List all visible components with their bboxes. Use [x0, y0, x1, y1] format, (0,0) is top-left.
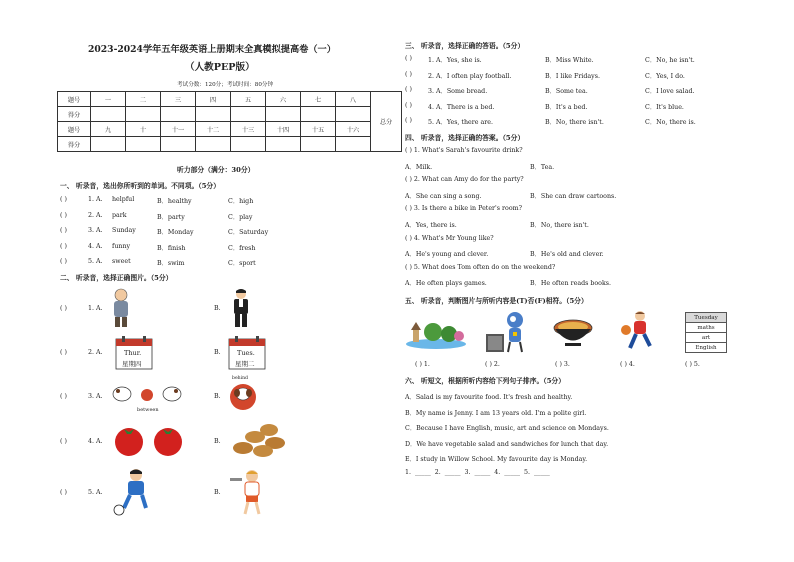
tomatoes-icon: [112, 425, 186, 457]
option-a: 3. A．Some bread.: [428, 88, 488, 95]
young-man-icon: [230, 288, 252, 328]
answer-blank[interactable]: ( ): [405, 86, 412, 93]
option-c: C．high: [228, 198, 254, 205]
question-number: 4. A.: [88, 242, 103, 250]
question-number: 2. A.: [88, 211, 103, 219]
answer-blank[interactable]: ( ): [60, 196, 67, 203]
sentence: D．We have vegetable salad and sandwiches for lunch that day.: [405, 440, 609, 448]
option-b: B．healthy: [157, 198, 192, 205]
option-a: 4. A．There is a bed.: [428, 103, 495, 111]
option-b-label: B.: [214, 438, 221, 445]
option-a: funny: [112, 242, 131, 250]
question-number: 4. A.: [88, 438, 103, 445]
question-line[interactable]: ( ) 3. Is there a bike in Peter's room?: [405, 205, 522, 213]
answer-blank[interactable]: ( ): [60, 489, 67, 496]
exam-title: 2023-2024学年五年级英语上册期末全真模拟提高卷（一）: [88, 44, 336, 55]
option-c: C．I love salad.: [645, 88, 695, 95]
answer-blank[interactable]: ( ): [60, 349, 67, 356]
option-b-label: B.: [214, 393, 221, 400]
answer-blank[interactable]: ( ): [405, 55, 412, 62]
calendar-a-day: Thur.: [124, 349, 142, 357]
section6-title: 六、 听短文，根据所听内容给下列句子排序。（5分）: [405, 377, 566, 385]
calendar-b-cn: 星期二: [235, 360, 255, 368]
question-line[interactable]: ( ) 1. What's Sarah's favourite drink?: [405, 147, 523, 154]
between-caption: between: [137, 407, 159, 413]
basketball-player-icon: [618, 310, 656, 354]
dogs-ball-icon: [110, 380, 184, 406]
calendar-b-day: Tues.: [237, 349, 255, 357]
sec5-label-5: ( ) 5.: [685, 361, 700, 368]
behind-caption: behind: [232, 376, 248, 381]
option-c: C．No, he isn't.: [645, 57, 695, 64]
option-b: B．No, there isn't.: [545, 119, 604, 126]
answer-blank[interactable]: ( ): [60, 393, 67, 400]
option-a: 2. A．I often play football.: [428, 72, 512, 80]
girl-basketball-icon: [228, 466, 268, 516]
section2-title: 二、 听录音，选择正确图片。（5分）: [60, 274, 173, 282]
option-b: B．Tea.: [530, 163, 555, 171]
question-number: 2. A.: [88, 349, 103, 356]
option-b: B．Miss White.: [545, 57, 594, 64]
option-b: B．No, there isn't.: [530, 222, 589, 229]
landscape-icon: [405, 316, 467, 350]
option-a: A．He often plays games.: [405, 280, 487, 288]
section5-title: 五、 听录音，判断图片与所听内容是(T)否(F)相符。（5分）: [405, 297, 588, 305]
total-cell: 总分: [371, 92, 402, 152]
question-number: 3. A.: [88, 227, 103, 234]
sentence: E．I study in Willow School. My favourite day is Monday.: [405, 456, 588, 463]
option-b: B．finish: [157, 244, 186, 252]
option-b: B．I like Fridays.: [545, 72, 600, 80]
option-a: A．Milk.: [405, 163, 433, 171]
option-b: B．She can draw cartoons.: [530, 192, 617, 200]
sentence: A．Salad is my favourite food. It's fresh and healthy.: [405, 394, 573, 401]
section4-title: 四、 听录音，选择正确的答案。（5分）: [405, 134, 525, 142]
option-a: helpful: [112, 196, 135, 203]
option-b: B．Monday: [157, 229, 194, 236]
question-number: 1. A.: [88, 305, 103, 312]
exam-info: 考试分数：120分；考试时间：80分钟: [177, 82, 274, 88]
score-table: 题号 一 二 三 四 五 六 七 八 总分 得分 题号 九 十 十一 十二 十三 十四 十五 十六 得分: [57, 91, 402, 152]
sec5-label-1: ( ) 1.: [415, 361, 430, 368]
answer-blank[interactable]: ( ): [60, 211, 67, 219]
answer-blank[interactable]: ( ): [60, 227, 67, 234]
answer-blank[interactable]: ( ): [60, 305, 67, 312]
question-line[interactable]: ( ) 2. What can Amy do for the party?: [405, 176, 524, 184]
option-a: A．Yes, there is.: [405, 222, 457, 229]
option-c: C．It's blue.: [645, 103, 684, 111]
sentence: C．Because I have English, music, art and science on Mondays.: [405, 425, 609, 432]
question-number: 1. A.: [88, 196, 103, 203]
option-c: C．fresh: [228, 244, 256, 252]
answer-blank[interactable]: ( ): [60, 438, 67, 445]
answer-blank[interactable]: ( ): [60, 258, 67, 265]
question-number: 5. A.: [88, 258, 103, 265]
answer-blank[interactable]: ( ): [405, 117, 412, 124]
question-line[interactable]: ( ) 4. What's Mr Young like?: [405, 234, 494, 242]
schedule-table: Tuesday maths art English: [685, 312, 727, 353]
option-b: B．swim: [157, 260, 185, 267]
option-b: B．He's old and clever.: [530, 251, 604, 259]
listening-title: 听力部分（满分：30分）: [177, 166, 255, 174]
question-line[interactable]: ( ) 5. What does Tom often do on the weekend?: [405, 263, 556, 271]
option-b-label: B.: [214, 349, 221, 356]
option-a: 5. A．Yes, there are.: [428, 119, 493, 126]
calendar-a-cn: 星期四: [122, 360, 142, 368]
order-blanks[interactable]: 1. _____ 2. _____ 3. _____ 4. _____ 5. _____: [405, 469, 550, 476]
section1-title: 一、 听录音，选出你所听到的单词。不同项。（5分）: [60, 182, 221, 190]
robot-icon: [485, 310, 529, 354]
option-c: C．Saturday: [228, 229, 269, 236]
question-number: 3. A.: [88, 393, 103, 400]
question-number: 5. A.: [88, 489, 103, 496]
section3-title: 三、 听录音，选择正确的答语。（5分）: [405, 42, 525, 50]
option-b: B．Some tea.: [545, 88, 588, 95]
option-c: C．No, there is.: [645, 119, 696, 126]
answer-blank[interactable]: ( ): [405, 101, 412, 109]
option-a: Sunday: [112, 227, 136, 234]
option-c: C．play: [228, 213, 253, 221]
boy-soccer-icon: [112, 468, 154, 516]
option-a: 1. A．Yes, she is.: [428, 57, 482, 64]
option-b: B．It's a bed.: [545, 103, 588, 111]
option-a: sweet: [112, 258, 131, 265]
sec5-label-4: ( ) 4.: [620, 361, 635, 368]
answer-blank[interactable]: ( ): [405, 70, 412, 78]
sec5-label-3: ( ) 3.: [555, 361, 570, 368]
noodles-icon: [553, 316, 593, 348]
option-b-label: B.: [214, 489, 221, 496]
option-a: park: [112, 211, 127, 219]
option-a: A．She can sing a song.: [405, 192, 482, 200]
potatoes-icon: [225, 420, 291, 460]
sentence: B．My name is Jenny. I am 13 years old. I'm a polite girl.: [405, 409, 587, 417]
old-man-icon: [110, 288, 132, 328]
option-c: C．sport: [228, 260, 256, 267]
option-a: A．He's young and clever.: [405, 251, 489, 259]
option-b-label: B.: [214, 305, 221, 312]
option-c: C．Yes, I do.: [645, 72, 685, 80]
answer-blank[interactable]: ( ): [60, 242, 67, 250]
option-b: B．He often reads books.: [530, 280, 611, 288]
dog-behind-ball-icon: [228, 383, 258, 411]
exam-subtitle: （人教PEP版）: [185, 62, 255, 73]
sec5-label-2: ( ) 2.: [485, 361, 500, 368]
option-b: B．party: [157, 213, 185, 221]
